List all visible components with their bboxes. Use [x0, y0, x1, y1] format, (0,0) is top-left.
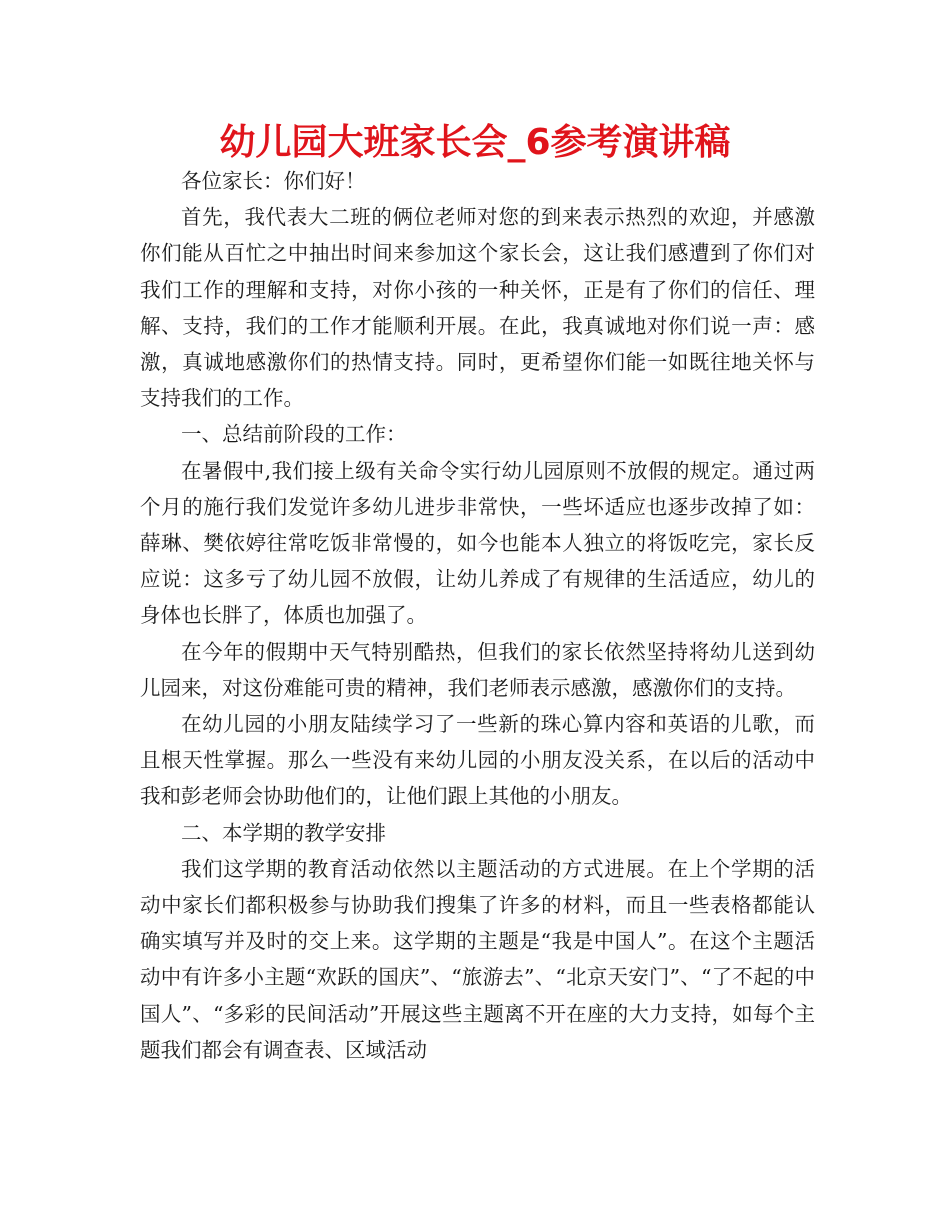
section-heading-plan: 二、本学期的教学安排: [181, 820, 386, 845]
document-body: [140, 163, 815, 1068]
paragraph-welcome: 首先，我代表大二班的俩位老师对您的到来表示热烈的欢迎，并感激你们能从百忙之中抽出时间来参加这个家长会，这让我们感遭到了你们对我们工作的理解和支持，对你小孩的一种关怀，正是有了你们的信任、理解、支持，我们的工作才能顺利开展。在此，我真诚地对你们说一声：感激，真诚地感激你们的热情支持。同时，更希望你们能一如既往地关怀与支持我们的工作。: [140, 205, 815, 411]
paragraph-weather: 在今年的假期中天气特别酷热，但我们的家长依然坚持将幼儿送到幼儿园来，对这份难能可贵的精神，我们老师表示感激，感激你们的支持。: [140, 639, 815, 700]
paragraph-summer: 在暑假中,我们接上级有关命令实行幼儿园原则不放假的规定。通过两个月的施行我们发觉许多幼儿进步非常快，一些坏适应也逐步改掉了如：薛琳、樊依婷往常吃饭非常慢的，如今也能本人独立的将饭吃完，家长反应说：这多亏了幼儿园不放假，让幼儿养成了有规律的生活适应，幼儿的身体也长胖了，体质也加强了。: [140, 458, 815, 628]
paragraph-learning: 在幼儿园的小朋友陆续学习了一些新的珠心算内容和英语的儿歌，而且根天性掌握。那么一些没有来幼儿园的小朋友没关系，在以后的活动中我和彭老师会协助他们的，让他们跟上其他的小朋友。: [140, 712, 815, 809]
document-title: 幼儿园大班家长会_6参考演讲稿: [219, 122, 731, 163]
paragraph-theme: 我们这学期的教育活动依然以主题活动的方式进展。在上个学期的活动中家长们都积极参与协助我们搜集了许多的材料，而且一些表格都能认确实填写并及时的交上来。这学期的主题是“我是中国人”。在这个主题活动中有许多小主题“欢跃的国庆”、“旅游去”、“北京天安门”、“了不起的中国人”、“多彩的民间活动”开展这些主题离不开在座的大力支持，如每个主题我们都会有调查表、区域活动: [140, 856, 815, 1062]
section-heading-summary: 一、总结前阶段的工作：: [181, 422, 407, 447]
paragraph-greeting: 各位家长：你们好！: [181, 169, 366, 193]
